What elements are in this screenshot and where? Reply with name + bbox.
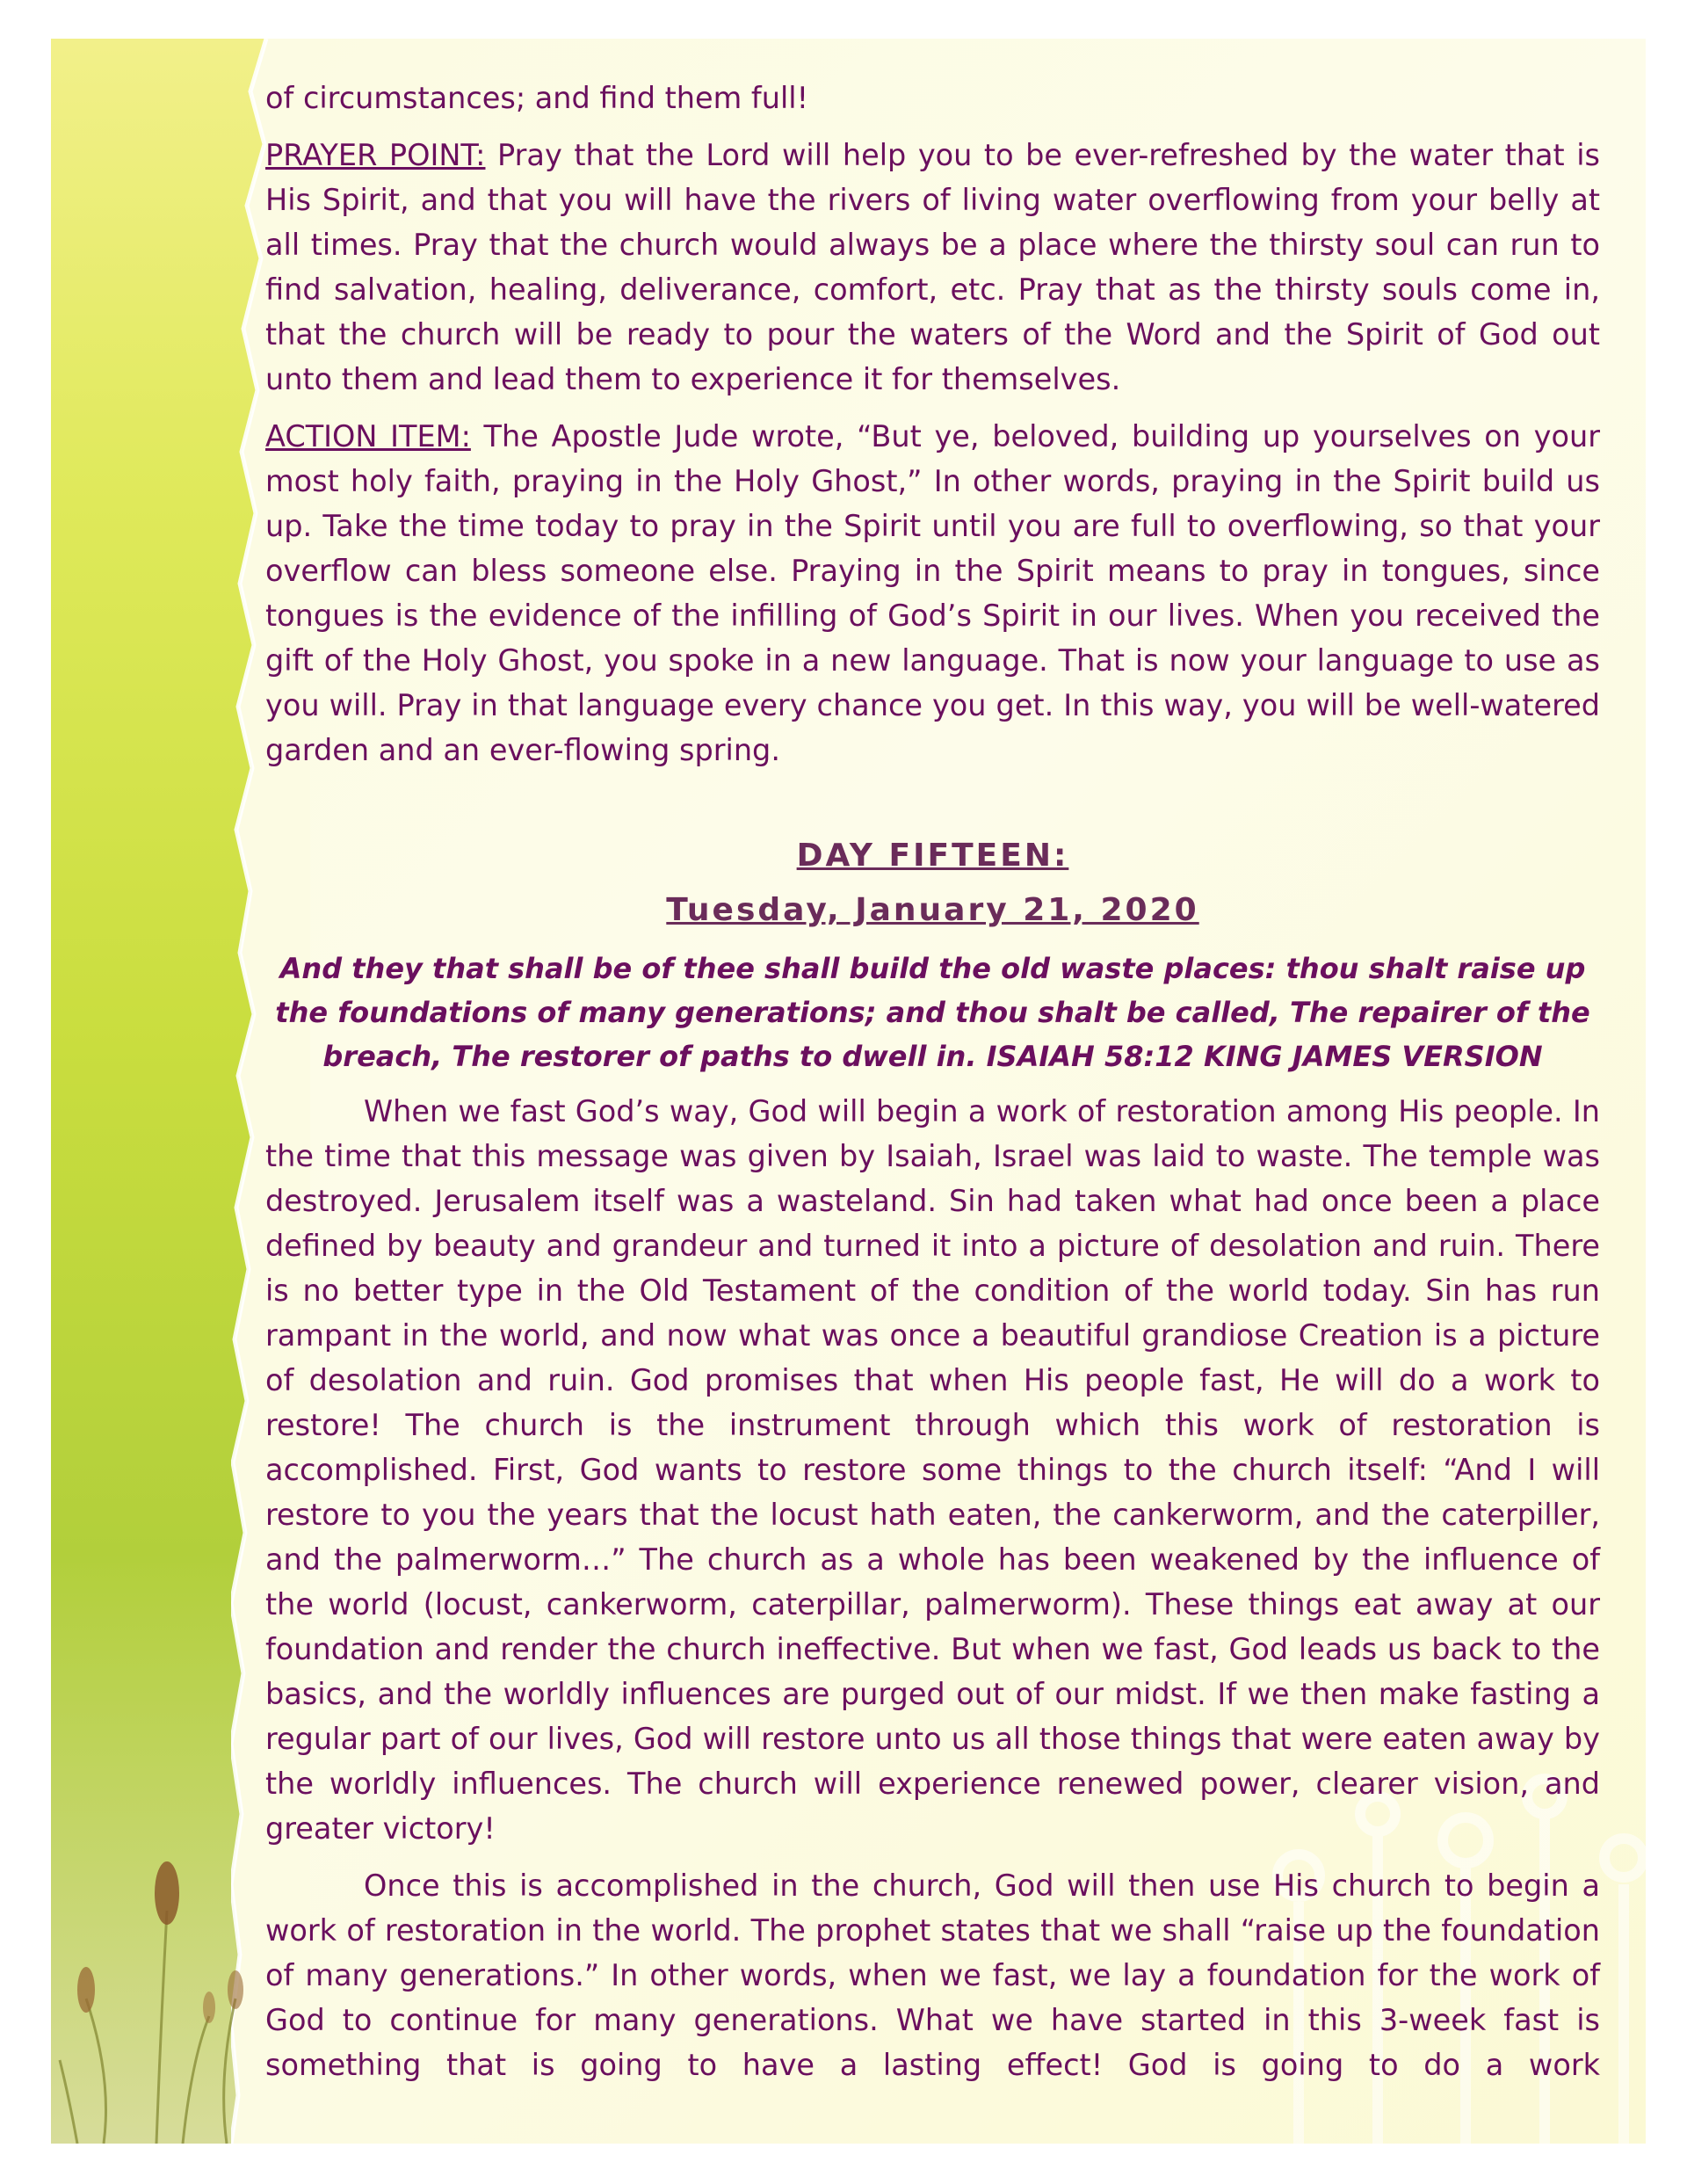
body-paragraph-2: Once this is accomplished in the church, God will then use His church to begin a work of restoration in the world. The prophet states that we shall “raise up the foundation of many generations.” In other words, when we fast, we lay a foundation for the work of God to continue for many generations. What we have started in this 3-week fast is something that is going to have a lasting effect! God is going to do a work — [265, 1868, 1600, 2082]
date-heading: Tuesday, January 21, 2020 — [666, 892, 1199, 928]
action-item-label: ACTION ITEM: — [265, 419, 471, 453]
prayer-point-paragraph — [265, 133, 1600, 402]
devotional-text — [265, 76, 1600, 2087]
page-background — [51, 39, 1646, 2144]
intro-line: of circumstances; and find them full! — [265, 81, 808, 115]
body-paragraph-1: When we fast God’s way, God will begin a work of restoration among His people. In the time that this message was given by Isaiah, Israel was laid to waste. The temple was destroyed. Jerusalem itself was a wasteland. Sin had taken what had once been a place defined by beauty and grandeur and turned it into a picture of desolation and ruin. There is no better type in the Old Testament of the condition of the world today. Sin has run rampant in the world, and now what was once a beautiful grandiose Creation is a picture of desolation and ruin. God promises that when His people fast, He will do a work to restore! The church is the instrument through which this work of restoration is accomplished. First, God wants to restore some things to the church itself: “And I will restore to you the years that the locust hath eaten, the cankerworm, and the caterpiller, and the palmerworm…” The church as a whole has been weakened by the influence of the world (locust, cankerworm, caterpillar, palmerworm). These things eat away at our foundation and render the church ineffective. But when we fast, God leads us back to the basics, and the worldly influences are purged out of our midst. If we then make fasting a regular part of our lives, God will restore unto us all those things that were eaten away by the worldly influences. The church will experience renewed power, clearer vision, and greater victory! — [265, 1094, 1600, 1846]
prayer-point-label: PRAYER POINT: — [265, 138, 486, 172]
action-item-text: The Apostle Jude wrote, “But ye, beloved, building up yourselves on your most holy faith, praying in the Holy Ghost,” In other words, praying in the Spirit build us up. Take the time today to pray in the Spirit until you are full to overflowing, so that your overflow can bless someone else. Praying in the Spirit means to pray in tongues, since tongues is the evidence of the infilling of God’s Spirit in our lives. When you received the gift of the Holy Ghost, you spoke in a new language. That is now your language to use as you will. Pray in that language every chance you get. In this way, you will be well-watered garden and an ever-flowing spring. — [265, 419, 1600, 767]
prayer-point-text: Pray that the Lord will help you to be ever-refreshed by the water that is His Spirit, and that you will have the rivers of living water overflowing from your belly at all times. Pray that the church would always be a place where the thirsty soul can run to find salvation, healing, deliverance, comfort, etc. Pray that as the thirsty souls come in, that the church will be ready to pour the waters of the Word and the Spirit of God out unto them and lead them to experience it for themselves. — [265, 138, 1600, 396]
action-item-paragraph — [265, 414, 1600, 773]
scripture-verse: And they that shall be of thee shall build the old waste places: thou shalt raise up the foundations of many generations; and thou shalt be called, The repairer of the breach, The restorer of paths to dwell in. ISAIAH 58:12 KING JAMES VERSION — [275, 952, 1590, 1073]
day-heading: DAY FIFTEEN: — [796, 838, 1069, 874]
